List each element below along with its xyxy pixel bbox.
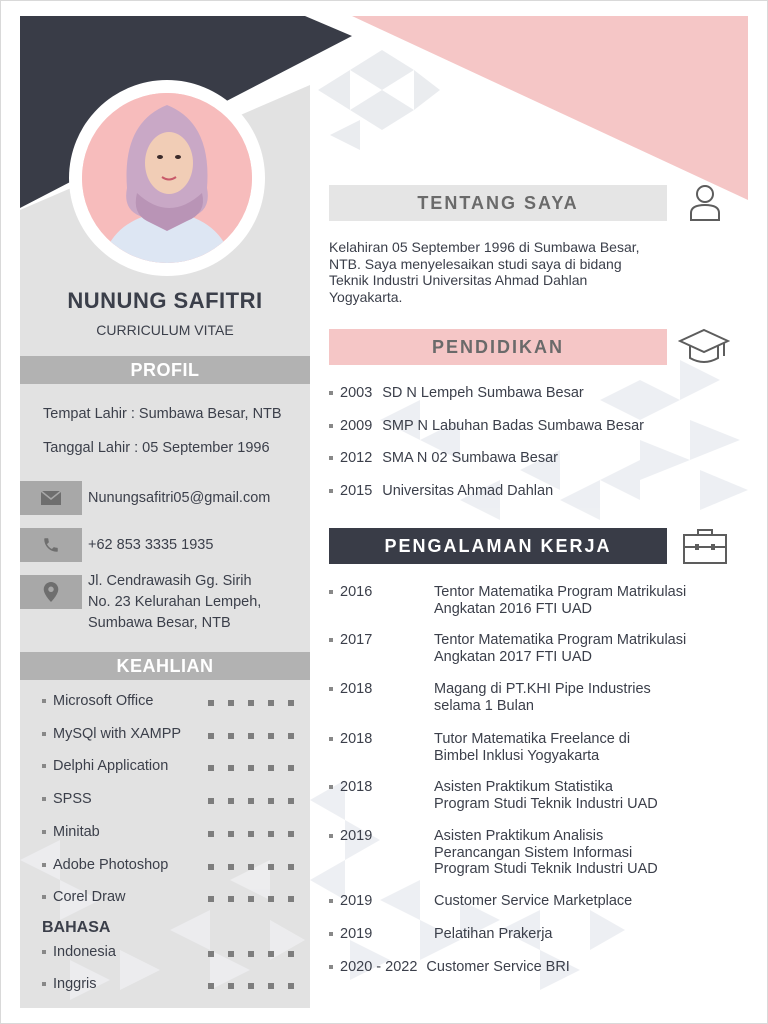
experience-line: Program Studi Teknik Industri UAD bbox=[434, 861, 658, 877]
bullet bbox=[329, 590, 333, 594]
address-line-1: Jl. Cendrawasih Gg. Sirih bbox=[88, 573, 252, 589]
address-icon-box bbox=[20, 575, 82, 609]
bullet bbox=[329, 687, 333, 691]
level-dot bbox=[248, 765, 254, 771]
section-header-pengalaman: PENGALAMAN KERJA bbox=[329, 528, 667, 564]
experience-year-cell bbox=[329, 779, 434, 812]
experience-line: Asisten Praktikum Analisis bbox=[434, 828, 604, 844]
level-dot bbox=[248, 951, 254, 957]
level-dot bbox=[268, 896, 274, 902]
language-name: Inggris bbox=[53, 976, 97, 992]
level-dot bbox=[208, 765, 214, 771]
language-item bbox=[42, 976, 97, 992]
level-dot bbox=[288, 765, 294, 771]
briefcase-icon bbox=[682, 527, 728, 570]
education-school: SMP N Labuhan Badas Sumbawa Besar bbox=[382, 418, 644, 434]
level-dot bbox=[248, 983, 254, 989]
avatar bbox=[82, 93, 252, 263]
experience-last-row bbox=[329, 959, 570, 975]
experience-line: selama 1 Bulan bbox=[434, 697, 534, 714]
bullet bbox=[329, 489, 333, 493]
level-dot bbox=[288, 733, 294, 739]
about-text: Kelahiran 05 September 1996 di Sumbawa Besar, NTB. Saya menyelesaikan studi saya di bidang Teknik Industri Universitas Ahmad Dahlan Yogyakarta. bbox=[329, 239, 640, 305]
skill-level-dots bbox=[208, 700, 294, 706]
experience-year-cell bbox=[329, 828, 434, 878]
full-name: NUNUNG SAFITRI bbox=[67, 288, 263, 313]
address-text bbox=[88, 571, 261, 634]
level-dot bbox=[228, 983, 234, 989]
skill-name: SPSS bbox=[53, 791, 92, 807]
address-line-2: No. 23 Kelurahan Lempeh, bbox=[88, 594, 262, 610]
level-dot bbox=[228, 798, 234, 804]
skill-level-dots bbox=[208, 798, 294, 804]
skill-name: Adobe Photoshop bbox=[53, 857, 169, 873]
experience-item bbox=[329, 893, 724, 910]
envelope-icon bbox=[41, 491, 61, 505]
experience-line: Customer Service Marketplace bbox=[434, 893, 633, 909]
email-text[interactable]: Nunungsafitri05@gmail.com bbox=[88, 490, 271, 506]
section-header-profil: PROFIL bbox=[20, 356, 310, 384]
experience-year-cell bbox=[329, 681, 434, 714]
skill-item bbox=[42, 726, 181, 742]
experience-line: Bimbel Inklusi Yogyakarta bbox=[434, 747, 600, 764]
experience-line: Tentor Matematika Program Matrikulasi bbox=[434, 584, 687, 600]
bullet bbox=[329, 899, 333, 903]
language-item bbox=[42, 944, 116, 960]
level-dot bbox=[228, 896, 234, 902]
bullet bbox=[42, 895, 46, 899]
education-school: SMA N 02 Sumbawa Besar bbox=[382, 450, 558, 466]
education-item bbox=[329, 450, 558, 466]
experience-description bbox=[434, 926, 724, 943]
experience-description bbox=[434, 632, 724, 665]
experience-year: 2016 bbox=[340, 584, 373, 600]
education-year: 2003 bbox=[340, 385, 373, 401]
level-dot bbox=[228, 831, 234, 837]
skill-item bbox=[42, 889, 126, 905]
level-dot bbox=[248, 733, 254, 739]
level-dot bbox=[208, 983, 214, 989]
experience-year-cell bbox=[329, 731, 434, 764]
education-school: Universitas Ahmad Dahlan bbox=[382, 483, 554, 499]
education-item bbox=[329, 483, 553, 499]
skill-item bbox=[42, 857, 168, 873]
phone-text[interactable]: +62 853 3335 1935 bbox=[88, 537, 214, 553]
section-header-bahasa: BAHASA bbox=[42, 919, 111, 936]
experience-item bbox=[329, 632, 724, 665]
level-dot bbox=[268, 864, 274, 870]
level-dot bbox=[248, 864, 254, 870]
language-name: Indonesia bbox=[53, 944, 116, 960]
section-header-tentang: TENTANG SAYA bbox=[329, 185, 667, 221]
education-year: 2012 bbox=[340, 450, 373, 466]
email-icon-box bbox=[20, 481, 82, 515]
bullet bbox=[42, 863, 46, 867]
level-dot bbox=[288, 864, 294, 870]
birthdate-separator: : bbox=[130, 440, 143, 456]
level-dot bbox=[228, 733, 234, 739]
bullet bbox=[329, 965, 333, 969]
experience-line: Perancangan Sistem Informasi bbox=[434, 844, 633, 861]
experience-line: Pelatihan Prakerja bbox=[434, 926, 553, 942]
birthplace-separator: : bbox=[126, 406, 139, 422]
bullet bbox=[329, 424, 333, 428]
experience-description bbox=[434, 584, 724, 617]
level-dot bbox=[288, 896, 294, 902]
birthdate-label: Tanggal Lahir bbox=[43, 440, 131, 456]
bullet bbox=[329, 932, 333, 936]
level-dot bbox=[268, 831, 274, 837]
level-dot bbox=[248, 798, 254, 804]
level-dot bbox=[248, 831, 254, 837]
bullet bbox=[329, 737, 333, 741]
skill-name: Minitab bbox=[53, 824, 100, 840]
level-dot bbox=[268, 700, 274, 706]
experience-year-cell bbox=[329, 632, 434, 665]
level-dot bbox=[228, 864, 234, 870]
experience-year: 2017 bbox=[340, 632, 373, 648]
level-dot bbox=[208, 700, 214, 706]
level-dot bbox=[248, 700, 254, 706]
bullet bbox=[42, 797, 46, 801]
education-item bbox=[329, 385, 584, 401]
bullet bbox=[42, 764, 46, 768]
level-dot bbox=[208, 733, 214, 739]
experience-year: 2019 bbox=[340, 828, 373, 844]
birthdate-row bbox=[43, 440, 270, 456]
skill-item bbox=[42, 758, 168, 774]
level-dot bbox=[228, 765, 234, 771]
experience-year: 2019 bbox=[340, 893, 373, 909]
cv-subtitle: CURRICULUM VITAE bbox=[96, 322, 234, 338]
bullet bbox=[329, 391, 333, 395]
experience-description bbox=[434, 893, 724, 910]
skill-name: MySQl with XAMPP bbox=[53, 726, 182, 742]
skill-name: Microsoft Office bbox=[53, 693, 154, 709]
experience-item bbox=[329, 584, 724, 617]
level-dot bbox=[268, 798, 274, 804]
birthplace-value: Sumbawa Besar, NTB bbox=[138, 406, 282, 422]
section-header-keahlian: KEAHLIAN bbox=[20, 652, 310, 680]
bullet bbox=[42, 982, 46, 986]
skill-level-dots bbox=[208, 733, 294, 739]
bullet bbox=[42, 950, 46, 954]
level-dot bbox=[288, 831, 294, 837]
level-dot bbox=[208, 951, 214, 957]
bullet bbox=[42, 830, 46, 834]
skill-name: Corel Draw bbox=[53, 889, 126, 905]
experience-year: 2018 bbox=[340, 731, 373, 747]
level-dot bbox=[288, 700, 294, 706]
experience-year-cell bbox=[329, 893, 434, 910]
birthplace-row bbox=[43, 406, 282, 422]
level-dot bbox=[288, 951, 294, 957]
experience-item bbox=[329, 731, 724, 764]
phone-icon bbox=[42, 536, 60, 554]
bullet bbox=[42, 699, 46, 703]
bullet bbox=[329, 638, 333, 642]
birthplace-label: Tempat Lahir bbox=[43, 406, 127, 422]
level-dot bbox=[208, 896, 214, 902]
level-dot bbox=[268, 765, 274, 771]
experience-year: 2019 bbox=[340, 926, 373, 942]
experience-year-cell bbox=[329, 584, 434, 617]
level-dot bbox=[288, 798, 294, 804]
language-level-dots bbox=[208, 951, 294, 957]
bullet bbox=[329, 785, 333, 789]
skill-item bbox=[42, 791, 92, 807]
level-dot bbox=[268, 733, 274, 739]
level-dot bbox=[248, 896, 254, 902]
skill-item bbox=[42, 693, 153, 709]
birthdate-value: 05 September 1996 bbox=[142, 440, 270, 456]
experience-item bbox=[329, 926, 724, 943]
level-dot bbox=[208, 798, 214, 804]
level-dot bbox=[268, 951, 274, 957]
education-item bbox=[329, 418, 644, 434]
experience-description bbox=[434, 779, 724, 812]
graduation-cap-icon bbox=[678, 326, 730, 373]
phone-icon-box bbox=[20, 528, 82, 562]
experience-year: 2018 bbox=[340, 681, 373, 697]
education-school: SD N Lempeh Sumbawa Besar bbox=[382, 385, 584, 401]
bullet bbox=[329, 456, 333, 460]
bullet bbox=[42, 732, 46, 736]
location-pin-icon bbox=[43, 582, 59, 602]
experience-description bbox=[434, 828, 724, 878]
level-dot bbox=[268, 983, 274, 989]
profile-photo bbox=[82, 93, 252, 263]
experience-item bbox=[329, 681, 724, 714]
experience-year-cell bbox=[329, 926, 434, 943]
level-dot bbox=[228, 700, 234, 706]
experience-item bbox=[329, 779, 724, 812]
experience-role: Customer Service BRI bbox=[426, 959, 570, 975]
level-dot bbox=[228, 951, 234, 957]
language-level-dots bbox=[208, 983, 294, 989]
experience-line: Program Studi Teknik Industri UAD bbox=[434, 795, 658, 812]
experience-description bbox=[434, 681, 724, 714]
skill-item bbox=[42, 824, 100, 840]
experience-item bbox=[329, 828, 724, 878]
bullet bbox=[329, 834, 333, 838]
section-header-pendidikan: PENDIDIKAN bbox=[329, 329, 667, 365]
skill-level-dots bbox=[208, 831, 294, 837]
education-year: 2015 bbox=[340, 483, 373, 499]
experience-line: Magang di PT.KHI Pipe Industries bbox=[434, 681, 651, 697]
experience-line: Angkatan 2017 FTI UAD bbox=[434, 648, 592, 665]
experience-line: Asisten Praktikum Statistika bbox=[434, 779, 613, 795]
experience-line: Angkatan 2016 FTI UAD bbox=[434, 600, 592, 617]
experience-line: Tentor Matematika Program Matrikulasi bbox=[434, 632, 687, 648]
user-icon bbox=[688, 183, 722, 228]
level-dot bbox=[208, 831, 214, 837]
skill-level-dots bbox=[208, 864, 294, 870]
address-line-3: Sumbawa Besar, NTB bbox=[88, 615, 231, 631]
experience-line: Tutor Matematika Freelance di bbox=[434, 731, 631, 747]
level-dot bbox=[208, 864, 214, 870]
skill-level-dots bbox=[208, 896, 294, 902]
experience-description bbox=[434, 731, 724, 764]
skill-level-dots bbox=[208, 765, 294, 771]
experience-year: 2020 - 2022 bbox=[340, 959, 418, 975]
education-year: 2009 bbox=[340, 418, 373, 434]
skill-name: Delphi Application bbox=[53, 758, 169, 774]
experience-year: 2018 bbox=[340, 779, 373, 795]
level-dot bbox=[288, 983, 294, 989]
